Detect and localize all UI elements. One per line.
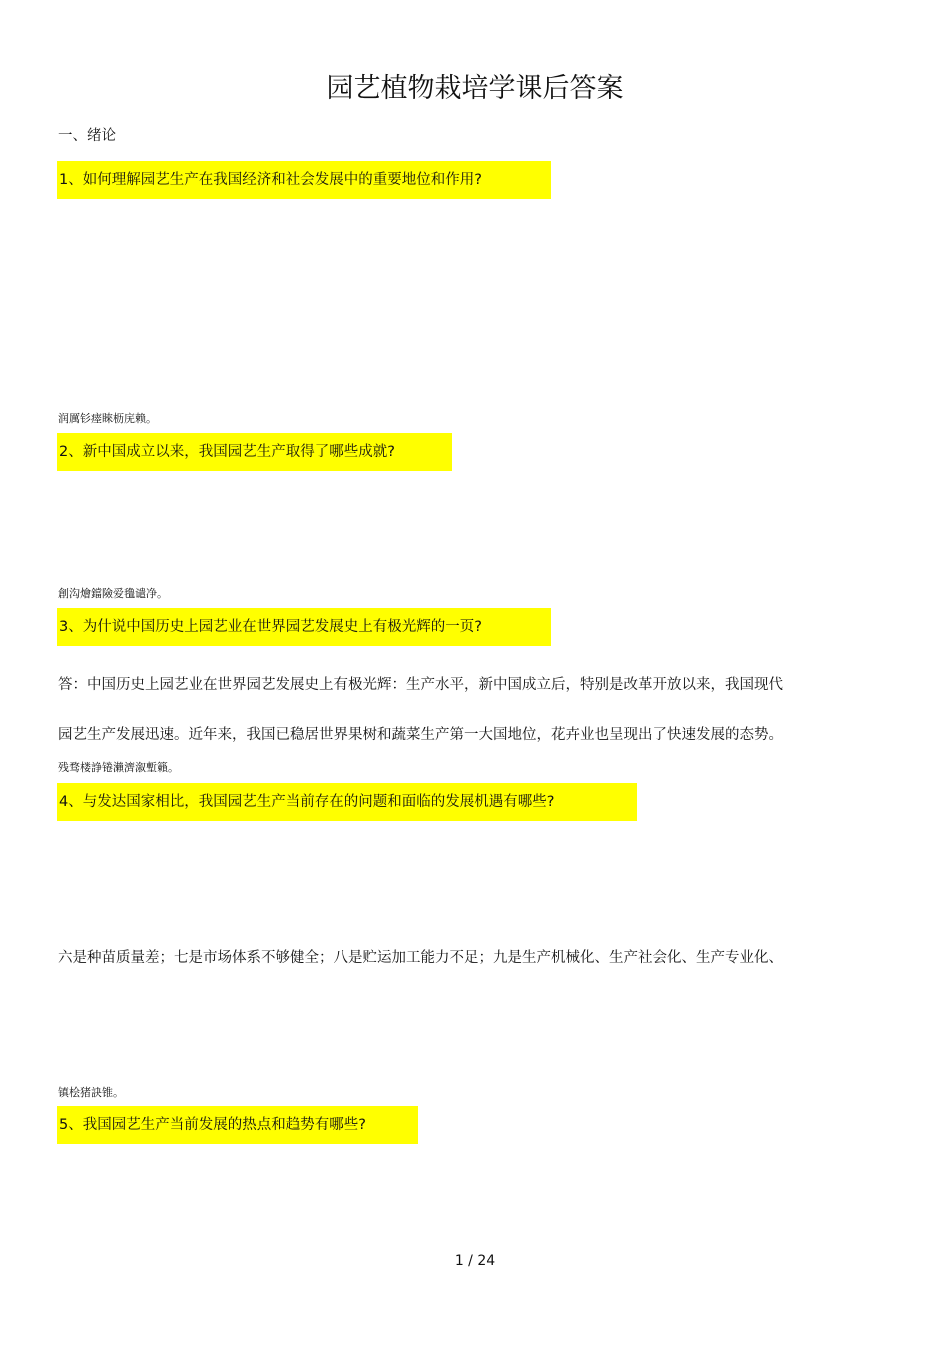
question-5-highlight: 5、我国园艺生产当前发展的热点和趋势有哪些? — [57, 1106, 418, 1144]
page-number: 1 / 24 — [454, 1253, 496, 1269]
question-1-highlight: 1、如何理解园艺生产在我国经济和社会发展中的重要地位和作用? — [57, 161, 551, 199]
answer-3-line-2: 园艺生产发展迅速。近年来，我国已稳居世界果树和蔬菜生产第一大国地位，花卉业也呈现出了快速发展的态势。 — [58, 727, 783, 743]
answer-2-tail: 創沟燴鐺險爱氇谴净。 — [58, 587, 168, 600]
answer-4-line-3: 六是种苗质量差；七是市场体系不够健全；八是贮运加工能力不足；九是生产机械化、生产社会化、生产专业化、 — [58, 950, 783, 966]
question-2-highlight: 2、新中国成立以来，我国园艺生产取得了哪些成就? — [57, 433, 452, 471]
question-3-highlight: 3、为什说中国历史上园艺业在世界园艺发展史上有极光辉的一页? — [57, 608, 551, 646]
question-4-highlight: 4、与发达国家相比，我国园艺生产当前存在的问题和面临的发展机遇有哪些? — [57, 783, 637, 821]
answer-3-line-1: 答：中国历史上园艺业在世界园艺发展史上有极光辉：生产水平，新中国成立后，特别是改革开放以来，我国现代 — [58, 677, 783, 693]
answer-3-tail: 残骛楼諍锩瀨濟溆塹籟。 — [58, 761, 179, 774]
page-title: 园艺植物栽培学课后答案 — [326, 73, 624, 104]
answer-4-tail: 镇桧猪訣锥。 — [58, 1086, 124, 1099]
section-heading: 一、绪论 — [58, 128, 116, 144]
answer-1-tail: 润厲钐瘗睞枥庑赖。 — [58, 412, 157, 425]
